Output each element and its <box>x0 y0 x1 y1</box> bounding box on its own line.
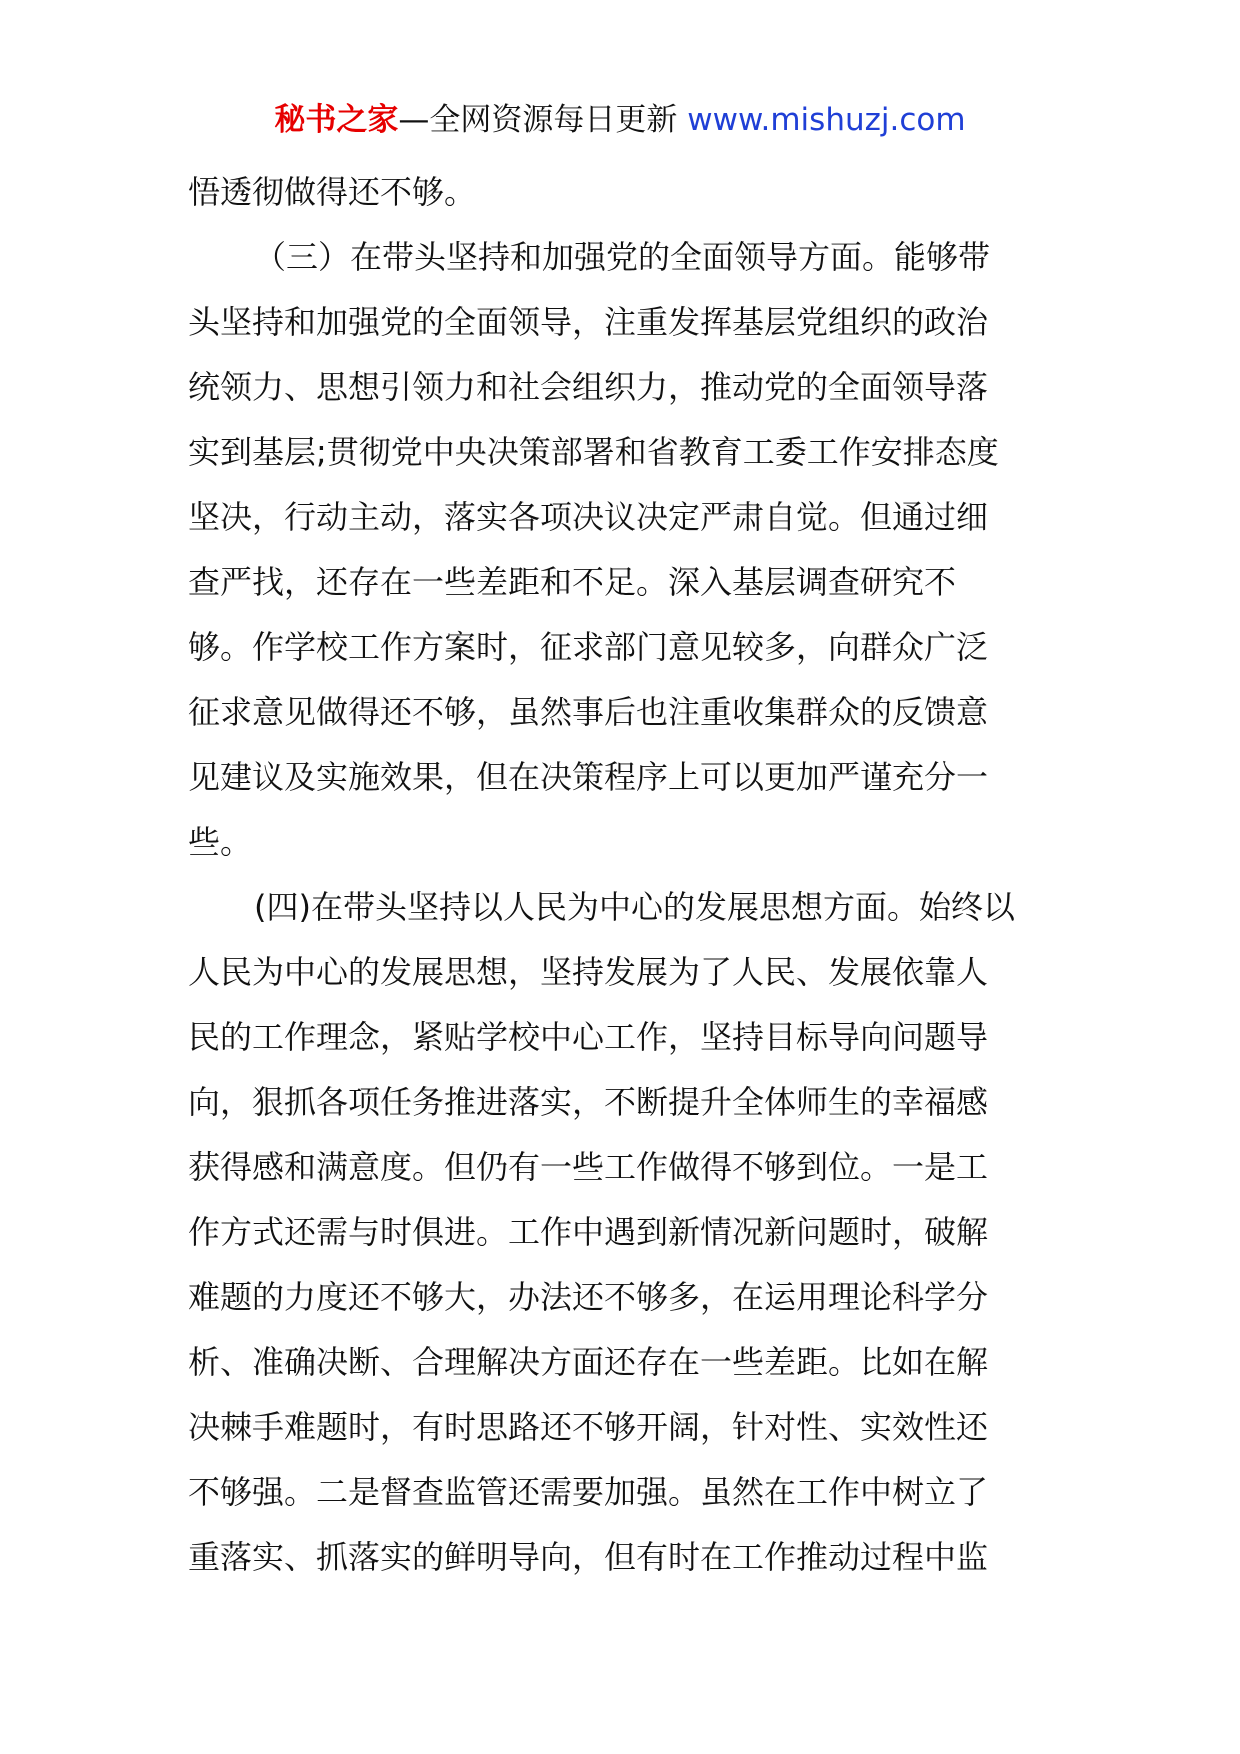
text-line: 析、准确决断、合理解决方面还存在一些差距。比如在解 <box>188 1343 989 1381</box>
text-line: 民的工作理念，紧贴学校中心工作，坚持目标导向问题导 <box>188 1018 989 1056</box>
text-line: 获得感和满意度。但仍有一些工作做得不够到位。一是工 <box>188 1148 989 1186</box>
text-line: 头坚持和加强党的全面领导，注重发挥基层党组织的政治 <box>188 303 989 341</box>
text-line: 作方式还需与时俱进。工作中遇到新情况新问题时，破解 <box>188 1213 989 1251</box>
text-line: 查严找，还存在一些差距和不足。深入基层调查研究不 <box>188 563 957 601</box>
document-body <box>188 160 1052 1590</box>
paragraph-section-4 <box>188 875 1052 1590</box>
text-line: 不够强。二是督查监管还需要加强。虽然在工作中树立了 <box>188 1473 989 1511</box>
text-line: 够。作学校工作方案时，征求部门意见较多，向群众广泛 <box>188 628 989 666</box>
text-line: 些。 <box>188 823 253 861</box>
text-line: 重落实、抓落实的鲜明导向，但有时在工作推动过程中监 <box>188 1538 989 1576</box>
text-line: 向，狠抓各项任务推进落实，不断提升全体师生的幸福感 <box>188 1083 989 1121</box>
text-line: 统领力、思想引领力和社会组织力，推动党的全面领导落 <box>188 368 989 406</box>
text-line: (四)在带头坚持以人民为中心的发展思想方面。始终以 <box>254 888 1015 926</box>
site-url-link[interactable]: www.mishuzj.com <box>687 102 966 138</box>
text-line: 人民为中心的发展思想，坚持发展为了人民、发展依靠人 <box>188 953 989 991</box>
text-line: 决棘手难题时，有时思路还不够开阔，针对性、实效性还 <box>188 1408 989 1446</box>
text-line: （三）在带头坚持和加强党的全面领导方面。能够带 <box>254 238 991 276</box>
site-tagline: —全网资源每日更新 <box>398 102 688 138</box>
text-line: 征求意见做得还不够，虽然事后也注重收集群众的反馈意 <box>188 693 989 731</box>
text-line: 坚决，行动主动，落实各项决议决定严肃自觉。但通过细 <box>188 498 989 536</box>
site-header <box>0 100 1240 140</box>
text-line: 难题的力度还不够大，办法还不够多，在运用理论科学分 <box>188 1278 989 1316</box>
paragraph-continuation <box>188 160 1052 225</box>
site-brand: 秘书之家 <box>274 102 399 138</box>
text-line: 悟透彻做得还不够。 <box>188 173 477 211</box>
paragraph-section-3 <box>188 225 1052 875</box>
text-line: 实到基层;贯彻党中央决策部署和省教育工委工作安排态度 <box>188 433 999 471</box>
text-line: 见建议及实施效果，但在决策程序上可以更加严谨充分一 <box>188 758 989 796</box>
